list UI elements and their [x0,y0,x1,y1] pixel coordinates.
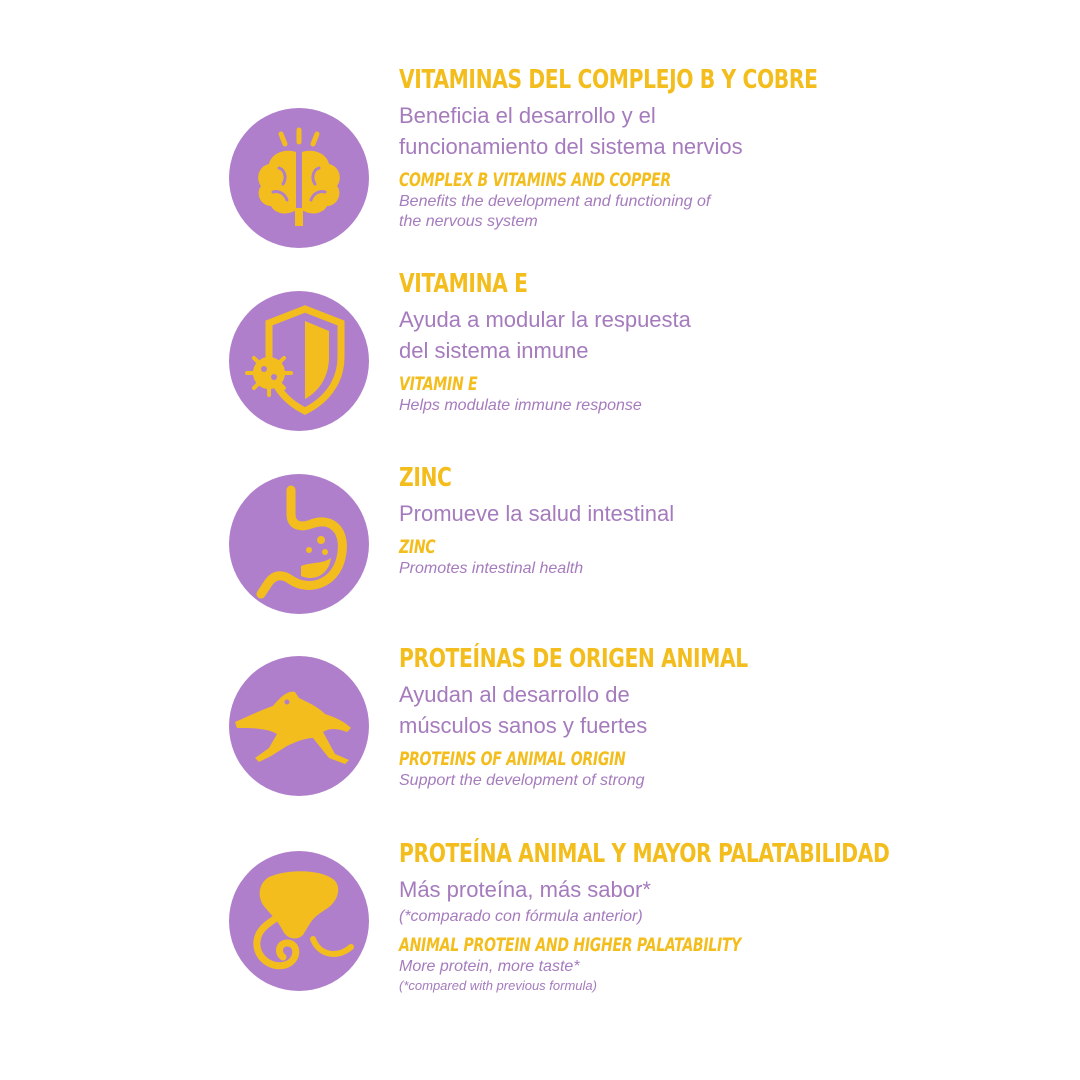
benefit-title-es: ZINC [399,463,452,493]
benefit-title-en: COMPLEX B VITAMINS AND COPPER [399,169,671,191]
benefit-title-en: VITAMIN E [399,373,478,395]
benefit-title-es: PROTEÍNA ANIMAL Y MAYOR PALATABILIDAD [399,839,890,869]
benefit-title-es: VITAMINAS DEL COMPLEJO B Y COBRE [399,65,818,95]
benefit-desc-en [399,957,1028,977]
benefit-title-en: PROTEINS OF ANIMAL ORIGIN [399,748,626,770]
benefit-desc-es-line: Más proteína, más sabor* [399,877,651,902]
benefit-title-es: PROTEÍNAS DE ORIGEN ANIMAL [399,644,748,674]
benefit-title-es: VITAMINA E [399,269,528,299]
benefit-note-es: (*comparado con fórmula anterior) [399,908,643,925]
benefit-desc-es-line: Ayudan al desarrollo de [399,682,630,707]
brain-icon [229,108,369,248]
benefit-desc-es-line: funcionamiento del sistema nervios [399,134,743,159]
benefit-desc-en-line: Benefits the development and functioning of [399,193,711,210]
benefit-desc-es-line: Promueve la salud intestinal [399,501,675,526]
benefit-desc-en-line: More protein, more taste* [399,958,580,975]
mouth-tongue-icon [229,851,369,991]
benefit-desc-es-line: Beneficia el desarrollo y el [399,103,656,128]
shield-virus-icon [229,291,369,431]
benefit-desc-es [399,304,691,366]
benefit-desc-es-line: del sistema inmune [399,338,589,363]
benefit-desc-en-line: Support the development of strong [399,772,645,789]
benefit-desc-en-line: Promotes intestinal health [399,560,584,577]
benefit-desc-en-line: Helps modulate immune response [399,397,642,414]
benefit-title-en: ZINC [399,536,436,558]
benefit-desc-en-line: the nervous system [399,213,538,230]
benefit-desc-es-line: Ayuda a modular la respuesta [399,307,691,332]
benefit-desc-es [399,498,674,529]
stomach-icon [229,474,369,614]
benefit-desc-es [399,679,846,741]
running-dog-icon [229,656,369,796]
benefit-desc-es [399,100,936,162]
benefit-desc-es-line: músculos sanos y fuertes [399,713,648,738]
benefit-title-en: ANIMAL PROTEIN AND HIGHER PALATABILITY [399,934,742,956]
benefit-desc-en [399,771,846,791]
benefit-note-en: (*compared with previous formula) [399,978,597,993]
benefit-desc-en [399,396,691,416]
benefit-desc-en [399,559,674,579]
benefit-desc-en [399,192,936,232]
benefit-desc-es [399,874,1028,905]
